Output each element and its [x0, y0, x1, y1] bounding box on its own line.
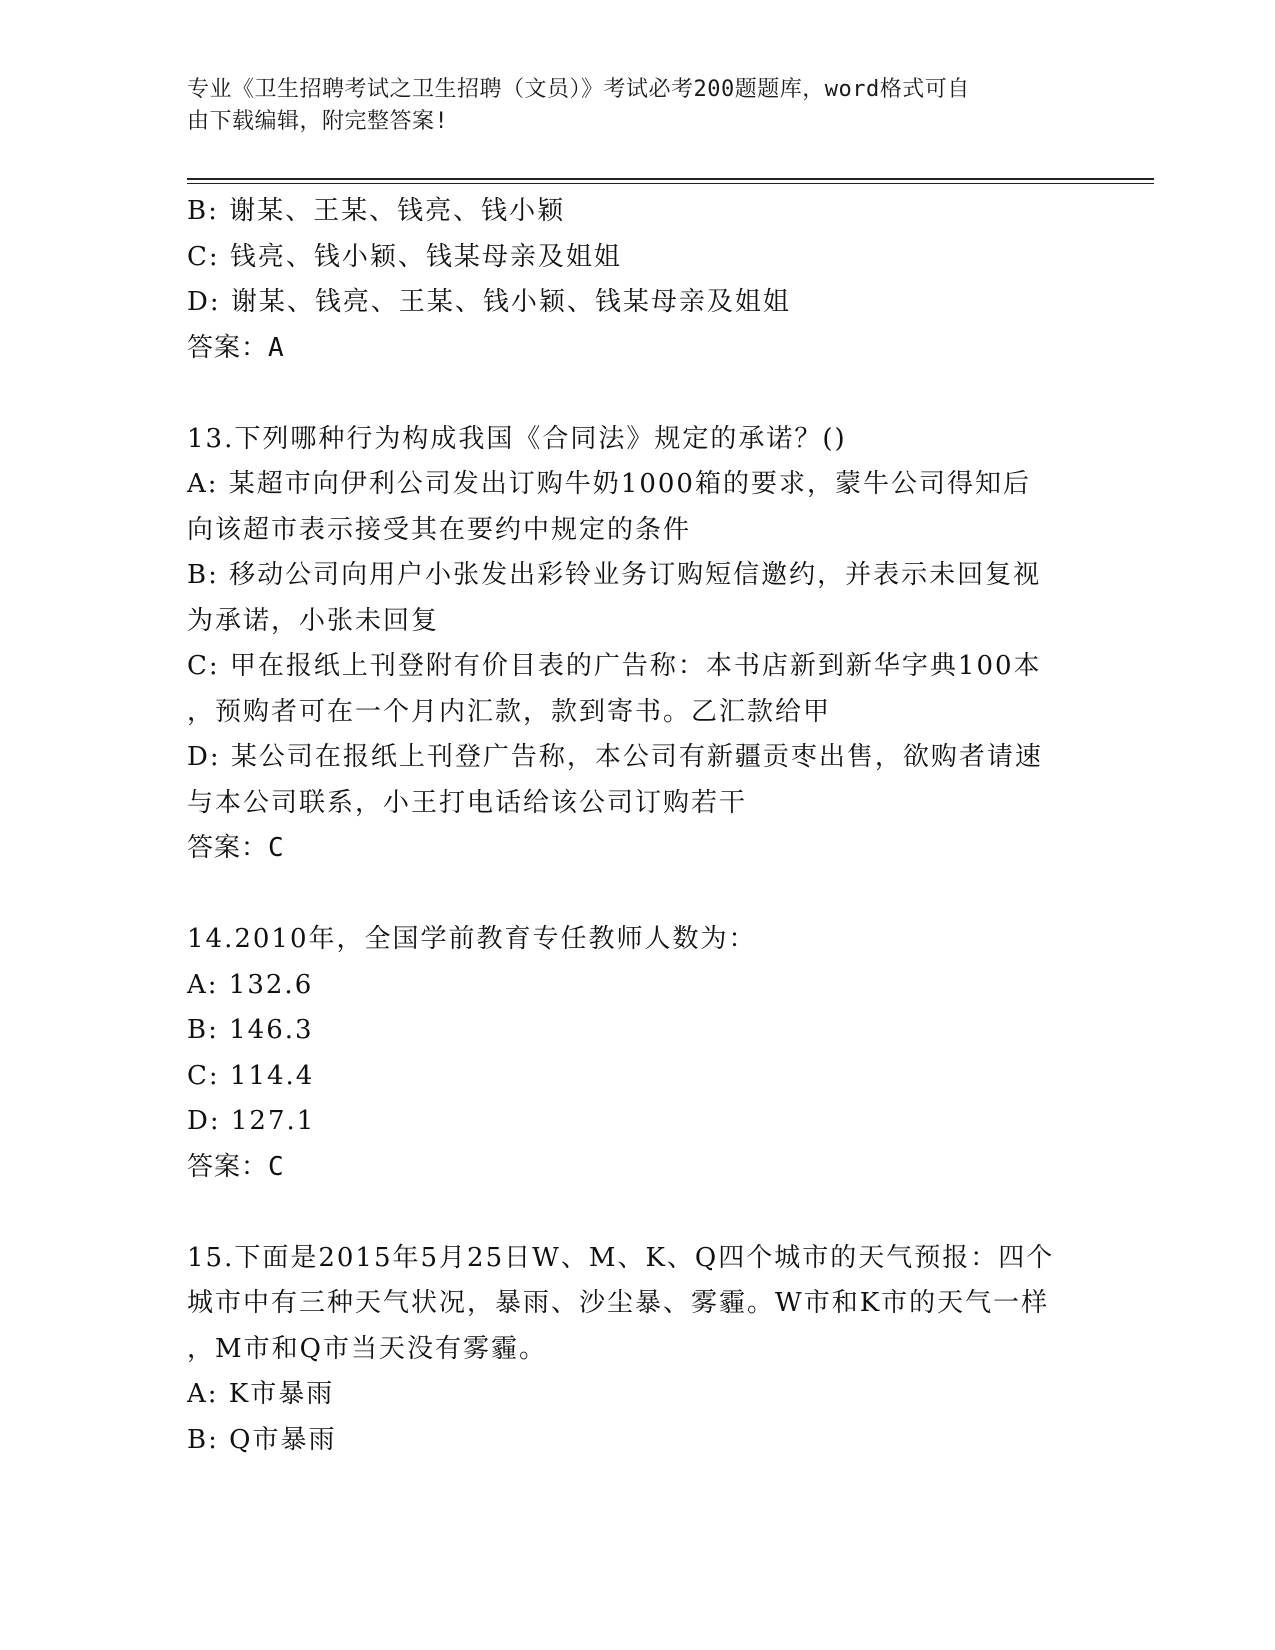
header-divider-thin — [187, 183, 1154, 184]
q12-option-d: D: 谢某、钱亮、王某、钱小颖、钱某母亲及姐姐 — [187, 287, 791, 317]
q13-option-b-line-1: B: 移动公司向用户小张发出彩铃业务订购短信邀约，并表示未回复视 — [187, 560, 1042, 590]
question-13 — [187, 417, 1087, 872]
q12-answer: 答案：A — [187, 332, 285, 363]
question-14 — [187, 917, 1087, 1190]
q15-option-a: A: K市暴雨 — [187, 1379, 335, 1409]
q13-option-a-line-2: 向该超市表示接受其在要约中规定的条件 — [187, 514, 692, 545]
spacer — [187, 872, 1087, 918]
spacer — [187, 1190, 1087, 1236]
q14-option-b: B: 146.3 — [187, 1015, 314, 1045]
q14-option-a: A: 132.6 — [187, 969, 314, 1000]
q13-option-b-line-2: 为承诺，小张未回复 — [187, 605, 440, 636]
question-12-tail — [187, 189, 1087, 371]
q14-option-d: D: 127.1 — [187, 1106, 316, 1136]
q13-option-d-line-1: D: 某公司在报纸上刊登广告称，本公司有新疆贡枣出售，欲购者请速 — [187, 742, 1043, 772]
q15-question-line-1: 15.下面是2015年5月25日W、M、K、Q四个城市的天气预报：四个 — [187, 1242, 1055, 1273]
q13-option-c-line-2: ，预购者可在一个月内汇款，款到寄书。乙汇款给甲 — [187, 696, 832, 727]
spacer — [187, 371, 1087, 417]
header-line-1: 专业《卫生招聘考试之卫生招聘（文员）》考试必考200题题库，word格式可自 — [187, 77, 970, 102]
header-divider-thick — [187, 178, 1154, 180]
document-header — [187, 74, 1067, 138]
question-15 — [187, 1236, 1087, 1464]
header-line-2: 由下载编辑，附完整答案! — [187, 109, 449, 134]
q13-option-d-line-2: 与本公司联系，小王打电话给该公司订购若干 — [187, 787, 748, 818]
q12-option-b: B: 谢某、王某、钱亮、钱小颖 — [187, 196, 566, 226]
question-content — [187, 189, 1087, 1463]
q14-answer: 答案：C — [187, 1151, 285, 1182]
q14-option-c: C: 114.4 — [187, 1060, 315, 1091]
q13-question: 13.下列哪种行为构成我国《合同法》规定的承诺？() — [187, 423, 847, 454]
q13-answer: 答案：C — [187, 833, 285, 863]
q15-question-line-2: 城市中有三种天气状况，暴雨、沙尘暴、雾霾。W市和K市的天气一样 — [187, 1288, 1050, 1318]
q15-question-line-3: ，M市和Q市当天没有雾霾。 — [187, 1333, 547, 1364]
q12-option-c: C: 钱亮、钱小颖、钱某母亲及姐姐 — [187, 241, 622, 272]
q13-option-c-line-1: C: 甲在报纸上刊登附有价目表的广告称：本书店新到新华字典100本 — [187, 651, 1042, 681]
q15-option-b: B: Q市暴雨 — [187, 1424, 337, 1455]
q13-option-a-line-1: A: 某超市向伊利公司发出订购牛奶1000箱的要求，蒙牛公司得知后 — [187, 469, 1031, 499]
q14-question: 14.2010年，全国学前教育专任教师人数为： — [187, 924, 757, 954]
